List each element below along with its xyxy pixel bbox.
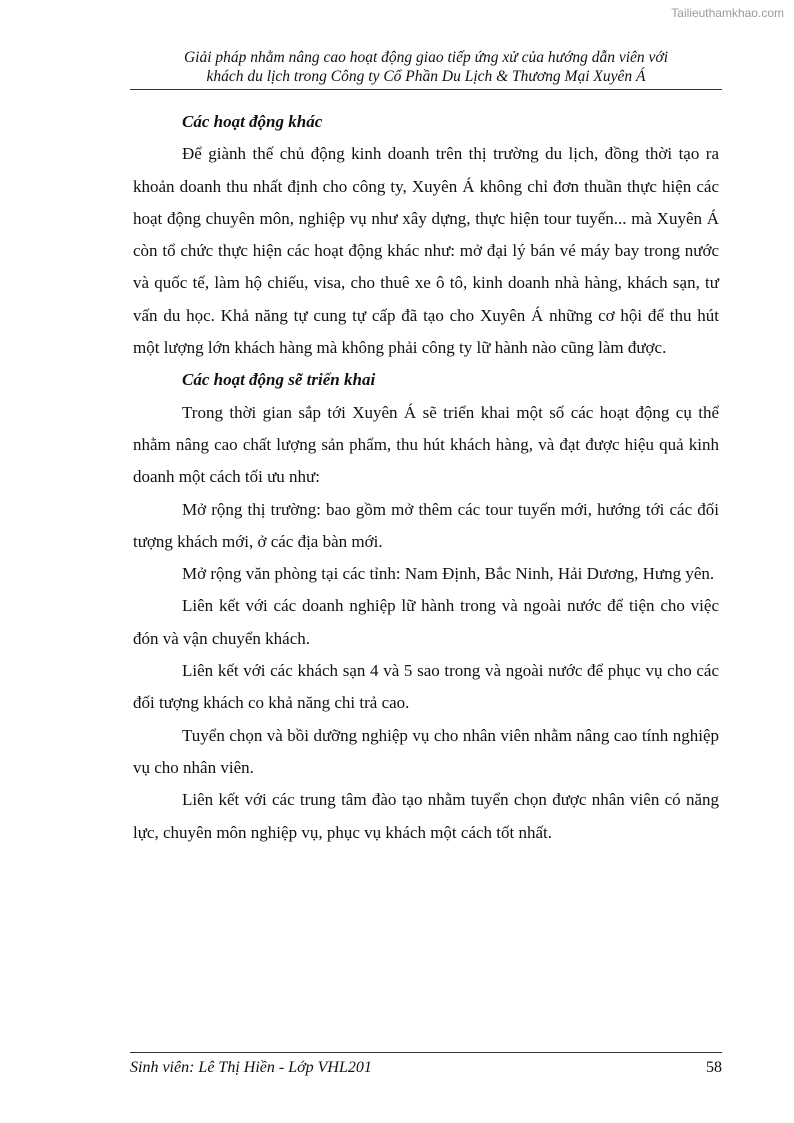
paragraph: Để giành thế chủ động kinh doanh trên thị trường du lịch, đồng thời tạo ra khoản doanh thu nhất định cho công ty, Xuyên Á không chỉ đơn thuần thực hiện các hoạt động chuyên môn, nghiệp vụ như xây dựng, thực hiện tour tuyến... mà Xuyên Á còn tổ chức thực hiện các hoạt động khác như: mở đại lý bán vé máy bay trong nước và quốc tế, làm hộ chiếu, visa, cho thuê xe ô tô, kinh doanh nhà hàng, khách sạn, tư vấn du học. Khả năng tự cung tự cấp đã tạo cho Xuyên Á những cơ hội để thu hút một lượng lớn khách hàng mà không phải công ty lữ hành nào cũng làm được.: [133, 144, 719, 358]
watermark: Tailieuthamkhao.com: [671, 6, 784, 20]
paragraph: Liên kết với các trung tâm đào tạo nhằm tuyển chọn được nhân viên có năng lực, chuyên môn nghiệp vụ, phục vụ khách một cách tốt nhất.: [133, 790, 719, 842]
document-body: [133, 106, 719, 849]
page-number: 58: [706, 1059, 722, 1076]
header-line-1: Giải pháp nhằm nâng cao hoạt động giao tiếp ứng xử của hướng dẫn viên với: [183, 49, 669, 66]
page-footer: [130, 1052, 722, 1077]
paragraph: Trong thời gian sắp tới Xuyên Á sẽ triển khai một số các hoạt động cụ thể nhằm nâng cao chất lượng sản phẩm, thu hút khách hàng, và đạt được hiệu quả kinh doanh một cách tối ưu như:: [133, 402, 719, 487]
paragraph: Liên kết với các doanh nghiệp lữ hành trong và ngoài nước để tiện cho việc đón và vận chuyển khách.: [133, 596, 719, 648]
section-heading-planned-activities: Các hoạt động sẽ triển khai: [182, 370, 376, 390]
section-heading-other-activities: Các hoạt động khác: [182, 112, 323, 131]
paragraph: Tuyển chọn và bồi dưỡng nghiệp vụ cho nhân viên nhằm nâng cao tính nghiệp vụ cho nhân viên.: [133, 725, 719, 777]
footer-student: Sinh viên: Lê Thị Hiền - Lớp VHL201: [130, 1059, 372, 1076]
paragraph: Mở rộng thị trường: bao gồm mở thêm các tour tuyến mới, hướng tới các đối tượng khách mới, ở các địa bàn mới.: [133, 499, 719, 551]
paragraph: Mở rộng văn phòng tại các tỉnh: Nam Định, Bắc Ninh, Hải Dương, Hưng yên.: [182, 564, 715, 584]
header-line-2: khách du lịch trong Công ty Cổ Phần Du Lịch & Thương Mại Xuyên Á: [206, 68, 646, 85]
page-header: [130, 48, 722, 90]
paragraph: Liên kết với các khách sạn 4 và 5 sao trong và ngoài nước để phục vụ cho các đối tượng khách co khả năng chi trả cao.: [133, 661, 719, 713]
